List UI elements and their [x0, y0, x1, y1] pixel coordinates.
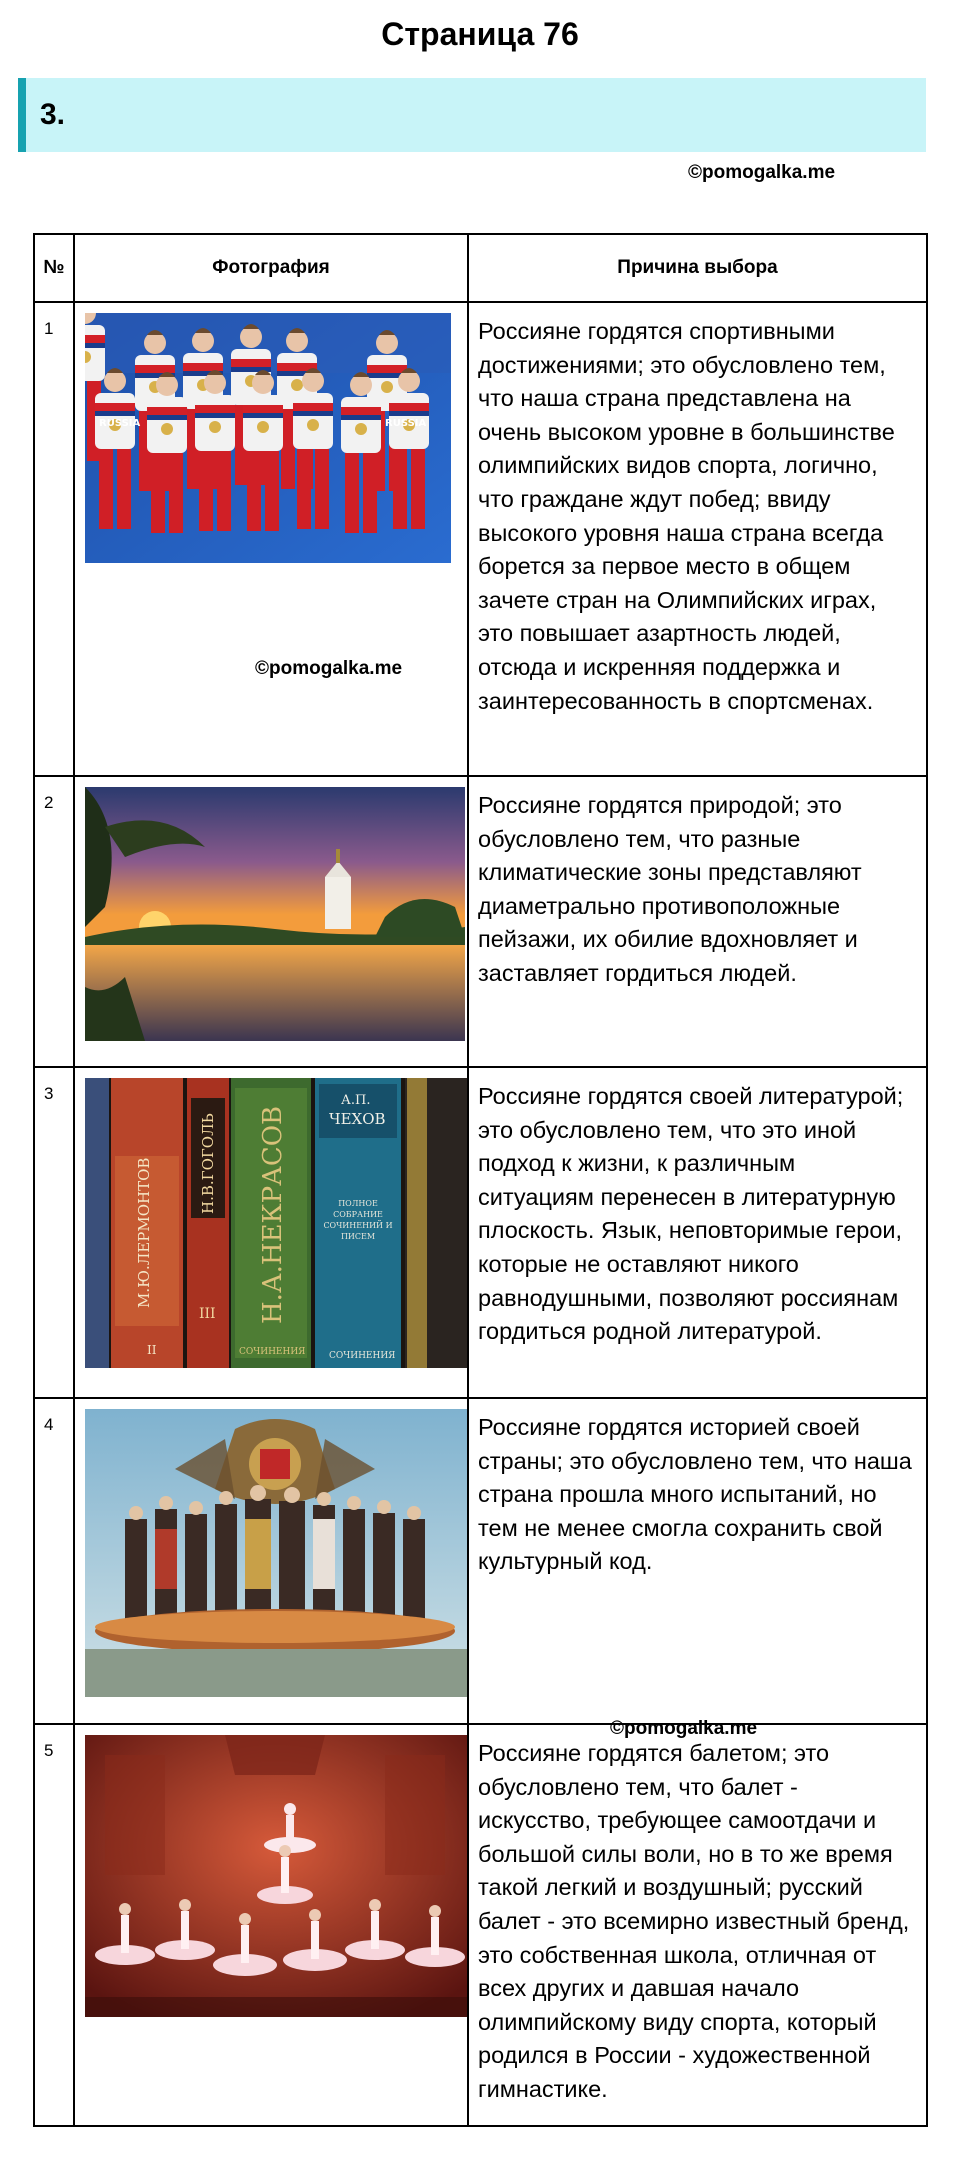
answer-table [33, 233, 928, 2127]
olympic-team-photo [85, 313, 451, 563]
table-row [34, 1398, 927, 1724]
table-row [34, 302, 927, 776]
spine-chekhov-sub: ПОЛНОЕ СОБРАНИЕ СОЧИНЕНИЙ И ПИСЕМ [323, 1199, 393, 1241]
table-row [34, 1067, 927, 1398]
photo-cell [74, 1067, 468, 1398]
header-photo: Фотография [74, 234, 468, 302]
spine-sochineniya: СОЧИНЕНИЯ [239, 1347, 306, 1357]
table-row [34, 776, 927, 1067]
spine-gogol: Н.В.ГОГОЛЬ [199, 1113, 217, 1214]
spine-vol-ii: II [147, 1343, 157, 1357]
spine-lermontov: М.Ю.ЛЕРМОНТОВ [135, 1157, 153, 1308]
table-row [34, 1724, 927, 2126]
spine-chekhov-initials: А.П. [341, 1093, 371, 1108]
nature-landscape-photo [85, 787, 465, 1041]
photo-cell [74, 1398, 468, 1724]
history-painting-photo [85, 1409, 467, 1697]
russia-label: RUSSIA [99, 418, 141, 429]
task-number: 3. [40, 98, 66, 131]
watermark: ©pomogalka.me [610, 1718, 758, 1739]
watermark: ©pomogalka.me [255, 658, 403, 679]
photo-cell [74, 302, 468, 776]
table-header-row [34, 234, 927, 302]
page-title: Страница 76 [381, 16, 579, 52]
reason-text: Россияне гордятся своей литературой; это обусловлено тем, что это иной подход к жизни, к различным ситуациям перенесен в литературную плоскость. Язык, неповторимые герои, которые не оставляют никого равнодушными, позволяют россиянам гордиться родной литературой. [468, 1067, 927, 1398]
header-reason: Причина выбора [468, 234, 927, 302]
russia-label: RUSSIA [385, 418, 427, 429]
reason-text: Россияне гордятся историей своей страны; это обусловлено тем, что наша страна прошла много испытаний, но тем не менее смогла сохранить свой культурный код. [468, 1398, 927, 1724]
reason-text: Россияне гордятся балетом; это обусловлено тем, что балет - искусство, требующее самоотдачи и большой силы воли, но в то же время такой легкий и воздушный; русский балет - это всемирно известный бренд, это собственная школа, отличная от всех других и давшая начало олимпийскому виду спорта, который родился в России - художественной гимнастике. [468, 1724, 927, 2126]
spine-chekhov: ЧЕХОВ [329, 1110, 386, 1128]
task-header [18, 78, 926, 152]
photo-cell [74, 1724, 468, 2126]
row-number: 4 [34, 1398, 74, 1724]
row-number: 1 [34, 302, 74, 776]
row-number: 5 [34, 1724, 74, 2126]
ballet-photo [85, 1735, 467, 2017]
header-number: № [34, 234, 74, 302]
watermark: ©pomogalka.me [688, 162, 836, 183]
spine-nekrasov: Н.А.НЕКРАСОВ [258, 1105, 288, 1324]
row-number: 2 [34, 776, 74, 1067]
reason-text: Россияне гордятся спортивными достижениями; это обусловлено тем, что наша страна представлена на очень высоком уровне в большинстве олимпийских видов спорта, логично, что граждане ждут побед; ввиду высокого уровня наша страна всегда борется за первое место в общем зачете стран на Олимпийских играх, это повышает азартность людей, отсюда и искренняя поддержка и заинтересованность в спортсменах. [468, 302, 927, 776]
books-photo [85, 1078, 467, 1368]
reason-text: Россияне гордятся природой; это обусловлено тем, что разные климатические зоны представляют диаметрально противоположные пейзажи, их обилие вдохновляет и заставляет гордиться людей. [468, 776, 927, 1067]
photo-cell [74, 776, 468, 1067]
spine-sochineniya: СОЧИНЕНИЯ [329, 1351, 396, 1361]
row-number: 3 [34, 1067, 74, 1398]
spine-vol-iii: III [199, 1306, 216, 1322]
